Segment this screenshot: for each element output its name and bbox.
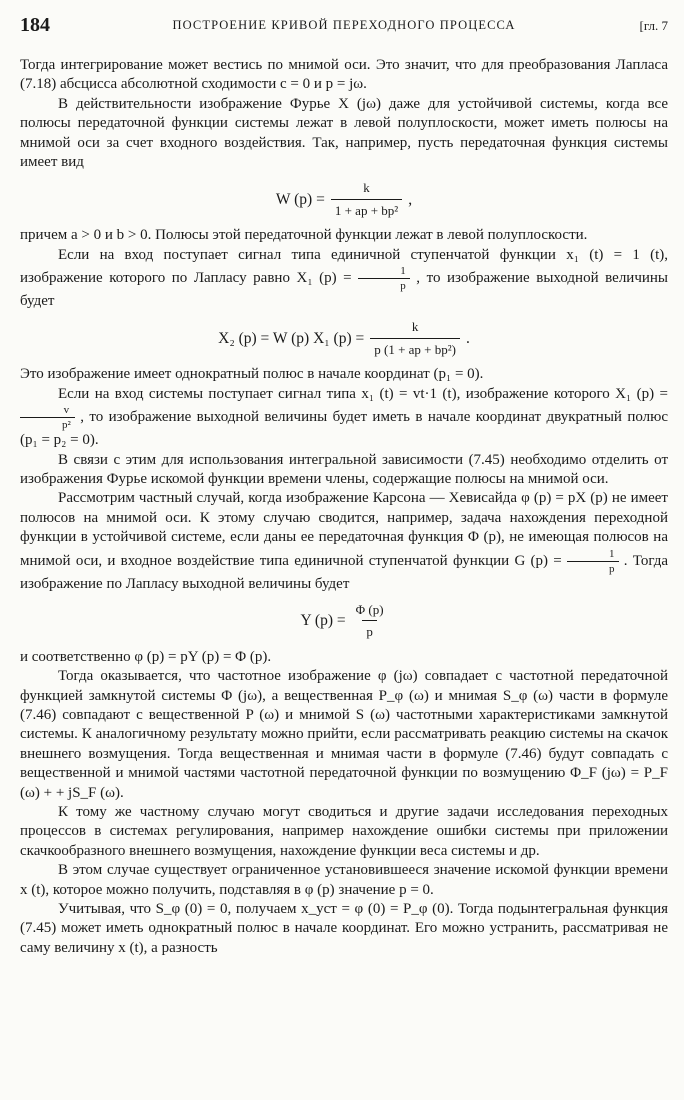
formula-1-fraction xyxy=(331,178,402,220)
inline-frac-den: p xyxy=(567,561,619,575)
page-body xyxy=(20,56,668,958)
paragraph-11: К тому же частному случаю могут сводиться и другие задачи исследования переходных процессов в системах регулирования, например нахождение ошибки системы при приложении скачкообразного внешнего возмущения, нахождение функции веса системы и др. xyxy=(20,804,668,859)
formula-2-lhs: X₂ (p) = W (p) X₁ (p) = xyxy=(218,329,365,347)
paragraph-4-part-b: , то изображение выходной величины будет xyxy=(20,270,669,310)
paragraph-6 xyxy=(20,385,668,451)
paragraph-3: причем a > 0 и b > 0. Полюсы этой передаточной функции лежат в левой полуплоскости. xyxy=(20,227,588,244)
formula-1-numerator: k xyxy=(363,180,370,196)
paragraph-8 xyxy=(20,489,668,594)
running-title: ПОСТРОЕНИЕ КРИВОЙ ПЕРЕХОДНОГО ПРОЦЕССА xyxy=(172,18,516,32)
formula-2-fraction xyxy=(370,317,460,359)
formula-2-tail: . xyxy=(465,329,470,347)
paragraph-2: В действительности изображение Фурье X (jω) даже для устойчивой системы, когда все полюсы передаточной функции системы лежат в левой полуплоскости, может иметь полюсы на мнимой оси за счет входного воздействия. Так, например, пусть передаточная функция системы имеет вид xyxy=(20,95,668,171)
inline-frac-num: v xyxy=(63,404,70,417)
formula-3-lhs: Y (p) = xyxy=(300,612,346,630)
formula-2-numerator: k xyxy=(411,319,419,335)
paragraph-12: В этом случае существует ограниченное установившееся значение искомой функции времени x (t), которое можно получить, подставляя в φ (p) значение p = 0. xyxy=(20,862,668,898)
formula-1-lhs: W (p) = xyxy=(275,190,325,208)
inline-frac-num: 1 xyxy=(400,265,406,278)
paragraph-5: Это изображение имеет однократный полюс в начале координат (p₁ = 0). xyxy=(20,366,484,383)
paragraph-1: Тогда интегрирование может вестись по мнимой оси. Это значит, что для преобразования Лапласа (7.18) абсцисса абсолютной сходимости c = 0 и p = jω. xyxy=(20,57,668,93)
inline-fraction-g-1-over-p xyxy=(567,548,619,575)
formula-transfer-function xyxy=(20,178,668,220)
formula-3-denominator: p xyxy=(362,620,377,641)
paragraph-8-part-a: Рассмотрим частный случай, когда изображение Карсона — Хевисайда φ (p) = pX (p) не имеет полюсов на мнимой оси. К этому случаю сводится, например, задача нахождения переходной функции в устойчивой системе, если даны ее передаточная функция Φ (p), не имеющая полюсов на мнимой оси, и входное воздействие типа единичной ступенчатой функции G (p) = xyxy=(20,490,668,569)
formula-1-tail: , xyxy=(408,190,413,208)
formula-3-numerator: Φ (p) xyxy=(355,601,384,617)
paragraph-6-part-a: Если на вход системы поступает сигнал типа x₁ (t) = vt·1 (t), изображение которого X₁ (p) = xyxy=(58,385,668,402)
formula-3-fraction xyxy=(352,600,388,642)
page-number: 184 xyxy=(20,14,50,36)
formula-1-denominator: 1 + ap + bp² xyxy=(331,199,402,220)
chapter-ref: [гл. 7 xyxy=(639,18,668,33)
inline-fraction-v-over-p2 xyxy=(20,404,75,431)
paragraph-4-part-a: Если на вход поступает сигнал типа единичной ступенчатой функции x₁ (t) = 1 (t), изображение которого по Лапласу равно X₁ (p) = xyxy=(20,246,668,286)
paragraph-7: В связи с этим для использования интегральной зависимости (7.45) необходимо отделить от изображения Фурье искомой функции времени члены, содержащие полюсы на мнимой оси. xyxy=(20,451,668,487)
formula-output-image xyxy=(20,317,668,359)
paragraph-6-part-b: , то изображение выходной величины будет иметь в начале координат двукратный полюс (p₁ = p₂ = 0). xyxy=(20,409,668,449)
formula-y-of-p xyxy=(20,600,668,642)
inline-frac-den: p xyxy=(358,278,410,292)
paragraph-10: Тогда оказывается, что частотное изображение φ (jω) совпадает с частотной передаточной функцией замкнутой системы Φ (jω), а вещественная P_φ (ω) и мнимая S_φ (ω) части в формуле (7.46) совпадают с вещественной P (ω) и мнимой S (ω) частотными характеристиками замкнутой системы. К аналогичному результату можно прийти, если рассматривать реакцию системы на скачок внешнего возмущения. Тогда вещественная и мнимая части в формуле (7.46) будут совпадать с вещественной и мнимой частями частотной передаточной функции по возмущению Φ_F (jω) = P_F (ω) + + jS_F (ω). xyxy=(20,668,668,801)
paragraph-4 xyxy=(20,246,668,312)
paragraph-9: и соответственно φ (p) = pY (p) = Φ (p). xyxy=(20,648,272,665)
page-header xyxy=(20,10,668,38)
paragraph-8-part-b: . Тогда изображение по Лапласу выходной величины будет xyxy=(20,552,669,592)
paragraph-13: Учитывая, что S_φ (0) = 0, получаем x_уст = φ (0) = P_φ (0). Тогда подынтегральная функция (7.45) может иметь однократный полюс в начале координат. Его можно устранить, рассматривая не саму величину x (t), а разность xyxy=(20,901,668,956)
inline-fraction-1-over-p xyxy=(358,265,410,292)
formula-2-denominator: p (1 + ap + bp²) xyxy=(370,338,460,359)
inline-frac-num: 1 xyxy=(609,547,615,560)
inline-frac-den: p² xyxy=(20,417,75,431)
